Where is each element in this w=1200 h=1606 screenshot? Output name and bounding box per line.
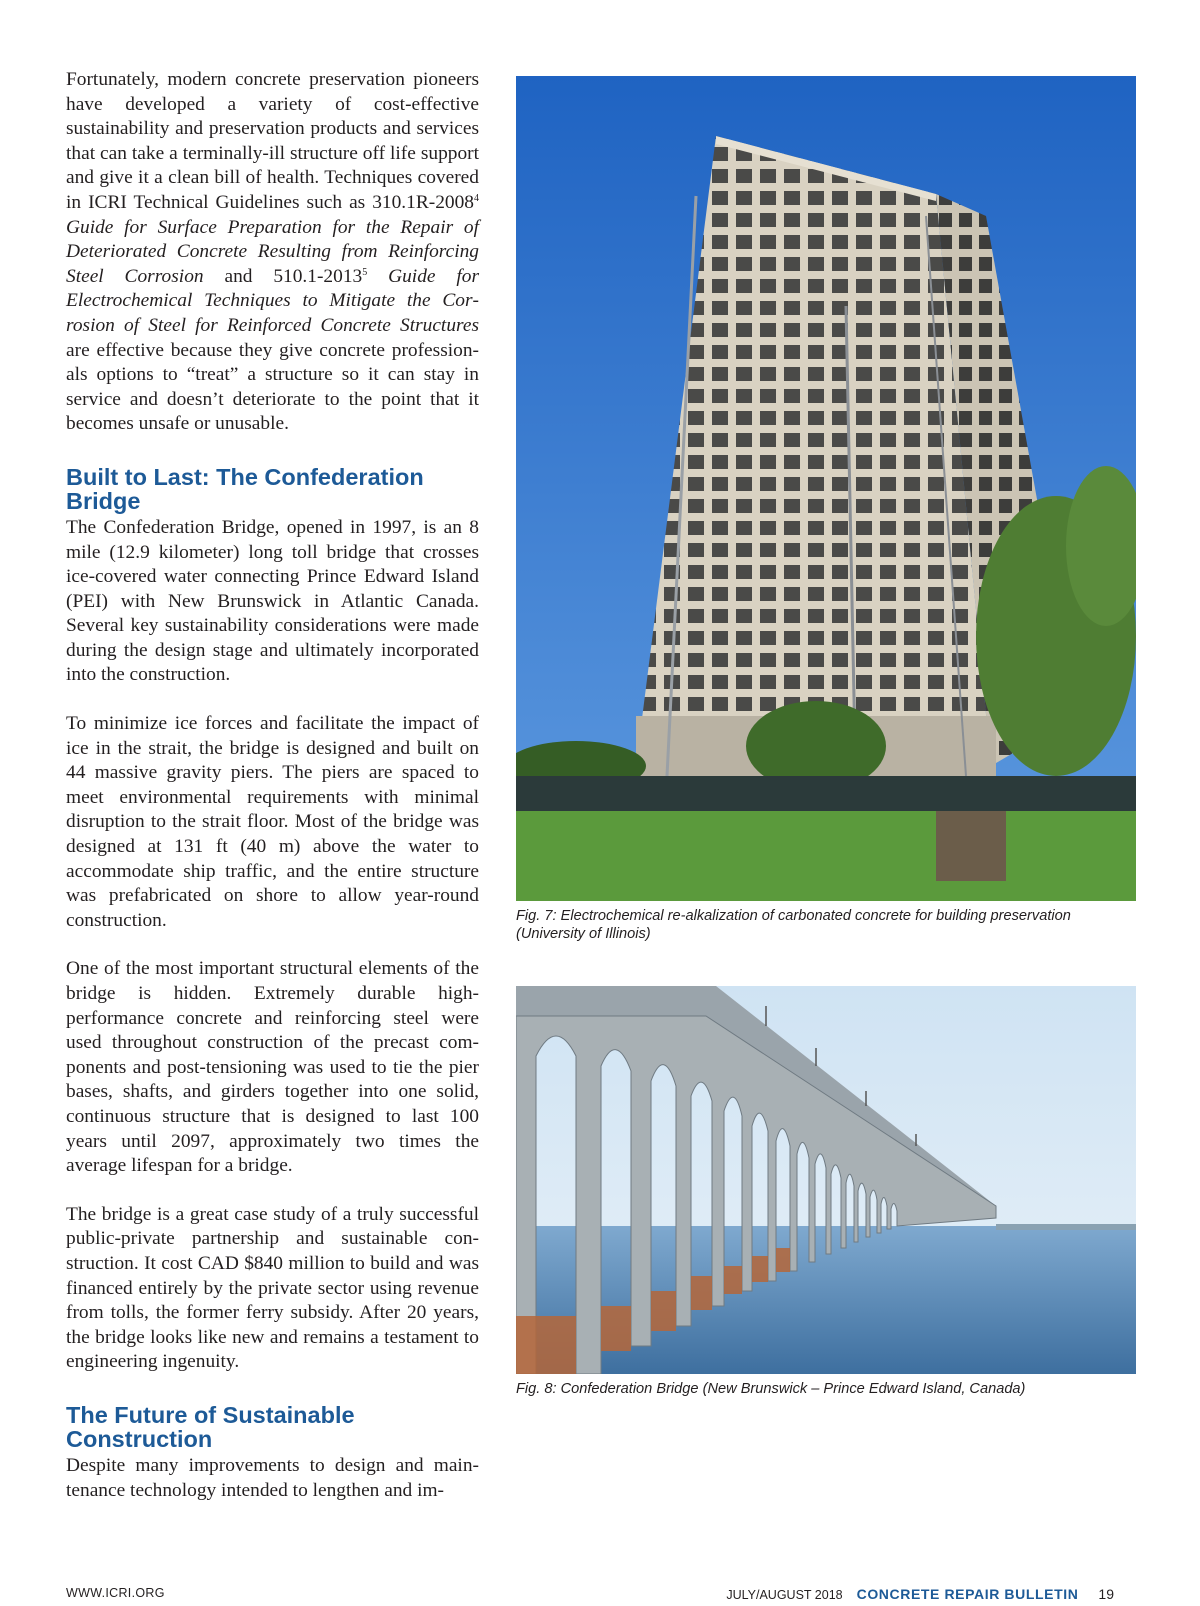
footer-website: WWW.ICRI.ORG [66, 1586, 165, 1600]
figure-8 [516, 986, 1136, 1398]
paragraph-hidden-elements: One of the most important structural elements of the bridge is hidden. Extremely durable high-performance concrete and reinforcing steel were used throughout construction of the precast components and post-tensioning was used to tie the pier bases, shafts, and girders together into one solid, continuous structure that is designed to last 100 years until 2097, approximately two times the average lifespan for a bridge. [66, 958, 479, 1177]
paragraph-bridge-intro: The Confederation Bridge, opened in 1997, is an 8 mile (12.9 kilometer) long toll bridge that crosses ice-covered water connecting Prince Edward Island (PEI) with New Brunswick in Atlantic Canada. Several key sustainability considerations were made during the design stage and ultimately incorporated into the construction. [66, 516, 479, 686]
issue-date: JULY/AUGUST 2018 [726, 1588, 843, 1602]
page-number: 19 [1098, 1586, 1114, 1602]
footer-right [726, 1586, 1114, 1602]
footnote-ref: 5 [362, 266, 368, 278]
publication-name: CONCRETE REPAIR BULLETIN [856, 1586, 1079, 1602]
paragraph-text: Fortunately, modern concrete preservation pioneers have developed a variety of cost-effective sustainability and preservation products and services that can take a terminally-ill structure off life support and give it a clean bill of health. Techniques covered in ICRI Technical Guidelines such as 310.1R-2008 [66, 69, 479, 213]
paragraph-case-study: The bridge is a great case study of a truly successful public-private partnership and sustainable construction. It cost CAD $840 million to build and was financed entirely by the private sector using revenue from tolls, the former ferry subsidy. After 20 years, the bridge looks like new and remains a testament to engineering ingenuity. [66, 1203, 479, 1373]
bridge-photo [516, 986, 1136, 1374]
figure-7 [516, 76, 1136, 943]
article-body [66, 68, 479, 1527]
guide-title: Guide for Electrochemical Techniques to Mitigate the Corrosion of Steel for Reinforced Concrete Structures [66, 265, 480, 336]
guide-title: Guide for Surface Preparation for the Repair of Deteriorated Concrete Resulting from Reinforcing Steel Corrosion [66, 216, 479, 287]
paragraph-preservation [66, 68, 479, 437]
building-photo [516, 76, 1136, 901]
figure-8-caption: Fig. 8: Confederation Bridge (New Brunswick – Prince Edward Island, Canada) [516, 1381, 1026, 1397]
footnote-ref: 4 [474, 192, 479, 204]
paragraph-text: are effective because they give concrete professionals options to “treat” a structure so it can stay in service and doesn’t deteriorate to the point that it becomes unsafe or unusable. [66, 339, 479, 435]
paragraph-future: Despite many improvements to design and maintenance technology intended to lengthen and im- [66, 1454, 479, 1501]
paragraph-gravity-piers: To minimize ice forces and facilitate the impact of ice in the strait, the bridge is designed and built on 44 massive gravity piers. The piers are spaced to meet environmental requirements with minimal disruption to the strait floor. Most of the bridge was designed at 131 ft (40 m) above the water to accommodate ship traffic, and the entire structure was prefabricated on shore to allow year-round construction. [66, 713, 479, 931]
figure-7-caption: Fig. 7: Electrochemical re-alkalization of carbonated concrete for building preservation (University of Illinois) [516, 908, 1071, 942]
section-heading-future-construction: The Future of Sustainable Construction [66, 1401, 355, 1453]
section-heading-confederation-bridge: Built to Last: The Confederation Bridge [66, 463, 424, 515]
paragraph-text: and 510.1-2013 [203, 265, 363, 287]
